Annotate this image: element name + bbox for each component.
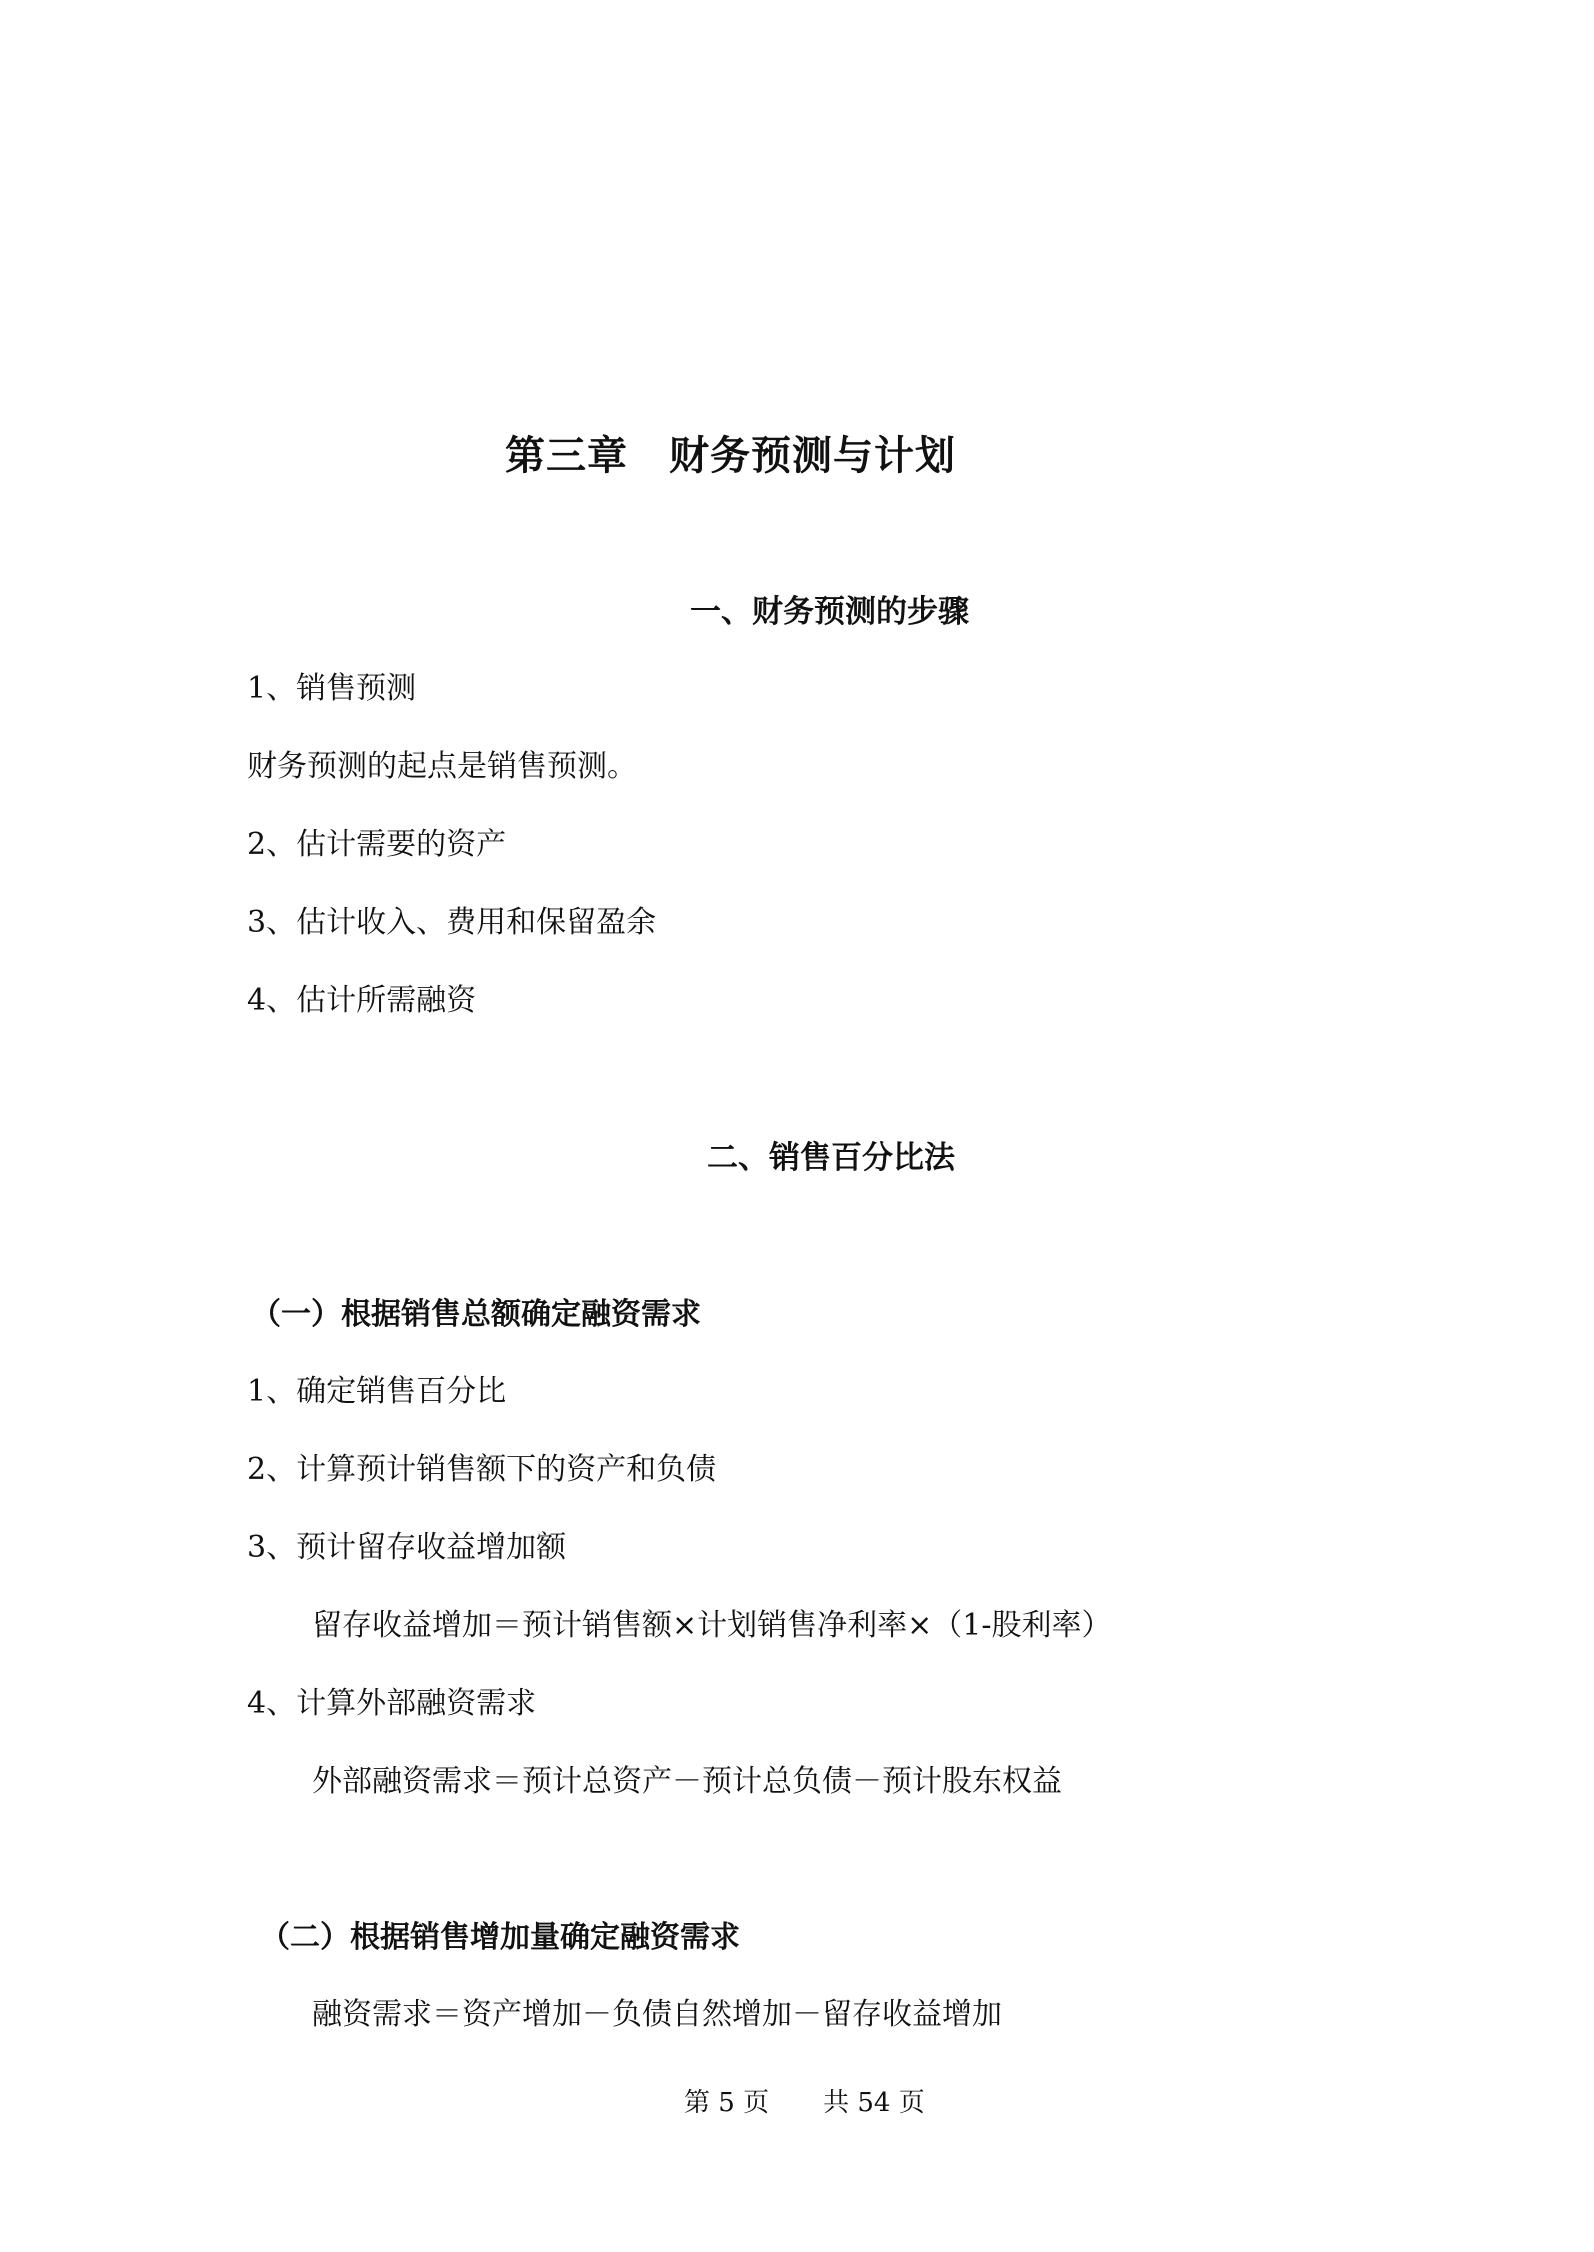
section-heading-2: 二、销售百分比法	[707, 1140, 955, 1176]
page-footer	[684, 2090, 925, 2116]
list-item: 1、销售预测	[247, 671, 417, 706]
formula: 融资需求＝资产增加－负债自然增加－留存收益增加	[312, 1997, 1002, 2032]
list-item: 3、估计收入、费用和保留盈余	[247, 905, 657, 940]
subsection-heading-2: （二）根据销售增加量确定融资需求	[260, 1920, 740, 1955]
list-item: 2、估计需要的资产	[247, 827, 507, 862]
list-item: 3、预计留存收益增加额	[247, 1530, 567, 1565]
list-item: 2、计算预计销售额下的资产和负债	[247, 1452, 717, 1487]
paragraph: 财务预测的起点是销售预测。	[247, 749, 637, 784]
page-number: 第 5 页	[684, 2088, 770, 2118]
page-total: 共 54 页	[823, 2088, 925, 2118]
section-heading-1: 一、财务预测的步骤	[690, 594, 969, 630]
list-item: 4、计算外部融资需求	[247, 1686, 537, 1721]
chapter-title: 第三章 财务预测与计划	[505, 432, 956, 479]
formula: 留存收益增加＝预计销售额×计划销售净利率×（1-股利率）	[312, 1608, 1112, 1643]
list-item: 1、确定销售百分比	[247, 1374, 507, 1409]
formula: 外部融资需求＝预计总资产－预计总负债－预计股东权益	[312, 1764, 1062, 1799]
subsection-heading-1: （一）根据销售总额确定融资需求	[251, 1297, 701, 1332]
list-item: 4、估计所需融资	[247, 983, 477, 1018]
